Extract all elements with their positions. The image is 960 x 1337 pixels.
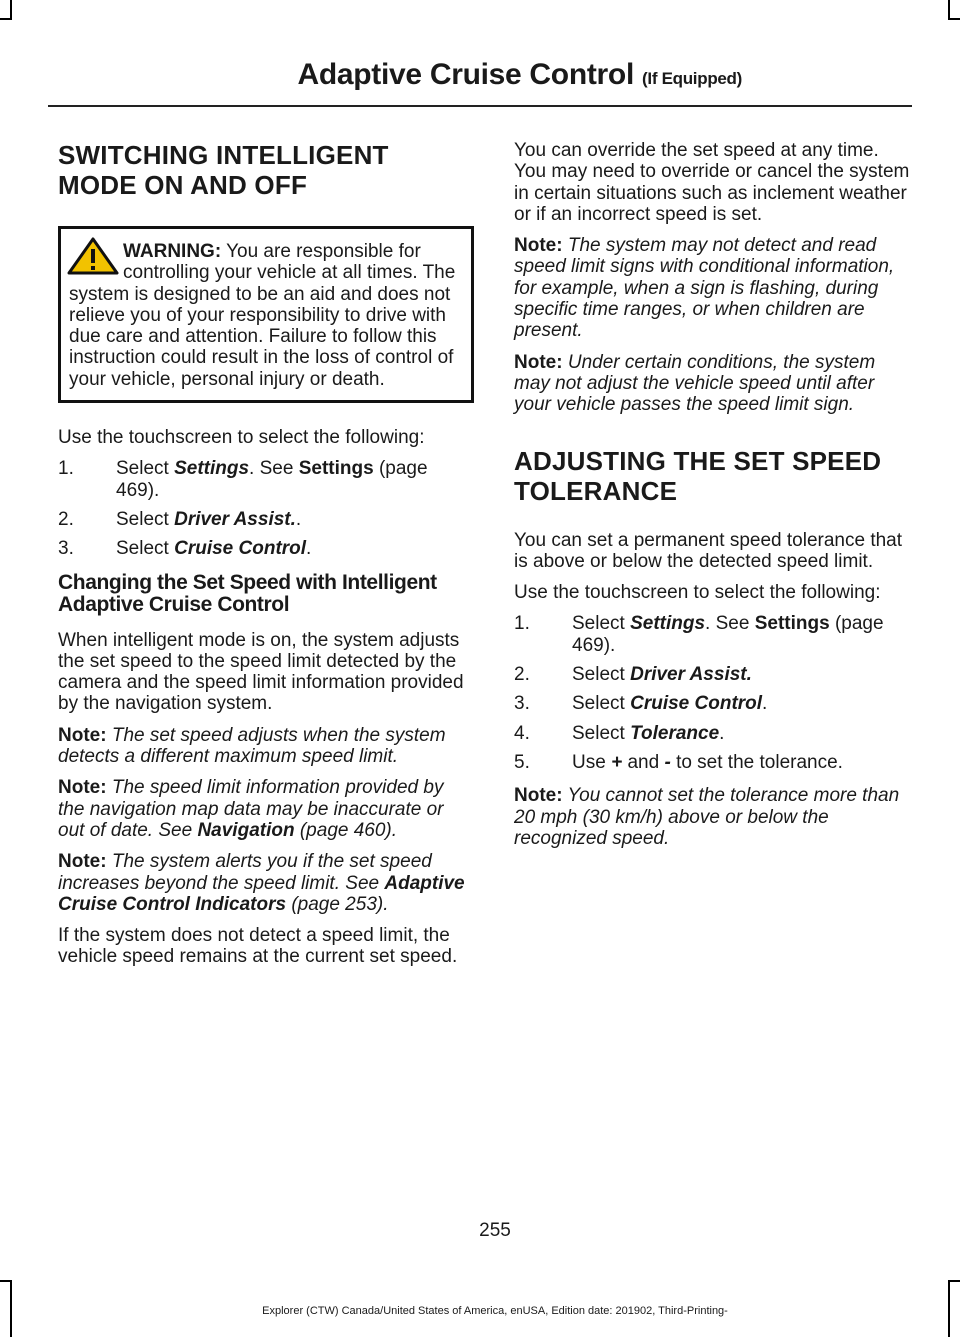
crop-mark bbox=[0, 18, 12, 20]
list-item bbox=[514, 613, 910, 656]
step-number: 3. bbox=[58, 538, 74, 560]
note bbox=[514, 235, 910, 341]
step-item: Settings bbox=[630, 613, 706, 635]
header-title-text: Adaptive Cruise Control bbox=[297, 58, 634, 91]
step-item: Driver Assist. bbox=[174, 508, 296, 530]
step-number: 4. bbox=[514, 722, 530, 744]
section-heading-intelligent-mode bbox=[58, 140, 474, 200]
paragraph: You can override the set speed at any time. You may need to override or cancel the system in certain situations such as inclement weather or if an incorrect speed is set. bbox=[514, 140, 910, 225]
note-suffix: (page 460). bbox=[299, 819, 398, 841]
cross-reference-link[interactable]: Adaptive Cruise Control Indicators bbox=[58, 872, 465, 915]
step-suffix: to set the tolerance. bbox=[676, 751, 843, 773]
heading-line: MODE ON AND OFF bbox=[58, 170, 308, 200]
step-prefix: Select bbox=[572, 693, 625, 715]
step-prefix: Select bbox=[116, 508, 169, 530]
cross-reference-link[interactable]: Settings bbox=[754, 613, 830, 635]
subheading-changing-set-speed: Changing the Set Speed with Intelligent Adaptive Cruise Control bbox=[58, 570, 437, 616]
step-prefix: Select bbox=[116, 458, 169, 480]
step-number: 5. bbox=[514, 751, 530, 773]
step-prefix: Select bbox=[572, 664, 625, 686]
note-text: You cannot set the tolerance more than 20 mph (30 km/h) above or below the recognized speed. bbox=[514, 785, 900, 849]
step-suffix: (page 469). bbox=[572, 613, 884, 656]
note-text: The system may not detect and read speed limit signs with conditional information, for example, when a sign is flashing, during specific time ranges, or when children are present. bbox=[514, 235, 895, 342]
step-item: Tolerance bbox=[630, 722, 720, 744]
step-number: 3. bbox=[514, 693, 530, 715]
header-divider bbox=[48, 105, 912, 107]
step-item: Cruise Control bbox=[174, 538, 307, 560]
note-text: The set speed adjusts when the system detects a different maximum speed limit. bbox=[58, 724, 446, 768]
crop-mark bbox=[0, 1280, 12, 1282]
note bbox=[58, 851, 474, 915]
header-title-suffix: (If Equipped) bbox=[642, 69, 742, 88]
right-column bbox=[514, 140, 910, 859]
step-item: Cruise Control bbox=[630, 693, 763, 715]
step-prefix: Select bbox=[116, 538, 169, 560]
step-middle: . See bbox=[705, 613, 750, 635]
cross-reference-link[interactable]: Settings bbox=[298, 458, 374, 480]
step-suffix: . bbox=[762, 693, 768, 715]
note-suffix: (page 253). bbox=[291, 893, 389, 915]
warning-triangle-icon bbox=[67, 237, 119, 275]
note-text: The system alerts you if the set speed increases beyond the speed limit. See bbox=[58, 851, 432, 894]
step-number: 1. bbox=[58, 458, 74, 480]
warning-text: You are responsible for controlling your vehicle at all times. The system is designed to be an aid and does not relieve you of your responsibility to drive with due care and attention. Failure to follow this instruction could result in the loss of control of your vehicle, personal injury or death. bbox=[69, 241, 456, 390]
note-label: Note: bbox=[58, 724, 107, 746]
list-item bbox=[58, 538, 474, 559]
paragraph: You can set a permanent speed tolerance that is above or below the detected speed limit. bbox=[514, 529, 903, 572]
step-prefix: Select bbox=[572, 613, 625, 635]
step-suffix: . bbox=[306, 538, 312, 560]
note bbox=[58, 725, 474, 768]
note-label: Note: bbox=[58, 777, 107, 799]
step-item: Settings bbox=[174, 458, 250, 480]
step-number: 1. bbox=[514, 613, 530, 635]
step-suffix: . bbox=[719, 722, 725, 744]
list-item bbox=[58, 458, 474, 501]
steps-list bbox=[514, 613, 910, 773]
warning-label: WARNING: bbox=[123, 241, 222, 262]
note-label: Note: bbox=[514, 235, 563, 257]
note-label: Note: bbox=[514, 351, 563, 373]
heading-line: SWITCHING INTELLIGENT bbox=[58, 140, 389, 170]
left-column bbox=[58, 140, 474, 978]
page-header-title bbox=[298, 58, 743, 92]
crop-mark bbox=[948, 18, 960, 20]
list-item bbox=[514, 693, 910, 714]
section-heading-speed-tolerance bbox=[514, 446, 910, 506]
step-prefix: Select bbox=[572, 722, 625, 744]
crop-mark bbox=[10, 0, 12, 20]
step-prefix: Use bbox=[572, 751, 606, 773]
heading-line: ADJUSTING THE SET SPEED bbox=[514, 445, 882, 476]
crop-mark bbox=[948, 0, 950, 20]
step-suffix: (page 469). bbox=[116, 458, 428, 501]
footer-edition-info: Explorer (CTW) Canada/United States of America, enUSA, Edition date: 201902, Third-Printing- bbox=[262, 1305, 728, 1317]
warning-box bbox=[58, 226, 474, 403]
cross-reference-link[interactable]: Navigation bbox=[197, 819, 295, 841]
step-number: 2. bbox=[58, 508, 74, 530]
step-conjunction: and bbox=[627, 751, 660, 773]
step-suffix: . bbox=[295, 508, 302, 530]
intro-text: Use the touchscreen to select the following: bbox=[58, 427, 425, 449]
minus-symbol: - bbox=[664, 751, 671, 773]
note-label: Note: bbox=[58, 851, 107, 873]
note-label: Note: bbox=[514, 785, 563, 807]
heading-line: TOLERANCE bbox=[514, 475, 678, 506]
note-text: The speed limit information provided by the navigation map data may be inaccurate or out of date. See bbox=[58, 777, 444, 841]
list-item bbox=[514, 723, 910, 744]
note bbox=[514, 352, 910, 416]
paragraph: When intelligent mode is on, the system adjusts the set speed to the speed limit detected by the camera and the speed limit information provided by the navigation system. bbox=[58, 629, 464, 715]
list-item bbox=[58, 509, 474, 530]
intro-text: Use the touchscreen to select the following: bbox=[514, 582, 881, 604]
paragraph: If the system does not detect a speed limit, the vehicle speed remains at the current set speed. bbox=[58, 925, 458, 968]
step-item: Driver Assist. bbox=[630, 664, 752, 686]
list-item bbox=[514, 664, 910, 685]
steps-list bbox=[58, 458, 474, 559]
note bbox=[514, 785, 910, 849]
note-text: Under certain conditions, the system may not adjust the vehicle speed until after your vehicle passes the speed limit sign. bbox=[514, 351, 876, 416]
note bbox=[58, 777, 474, 841]
step-middle: . See bbox=[249, 458, 294, 480]
page-number: 255 bbox=[479, 1220, 511, 1241]
list-item bbox=[514, 752, 910, 773]
plus-symbol: + bbox=[611, 751, 623, 773]
step-number: 2. bbox=[514, 664, 530, 686]
crop-mark bbox=[948, 1280, 960, 1282]
